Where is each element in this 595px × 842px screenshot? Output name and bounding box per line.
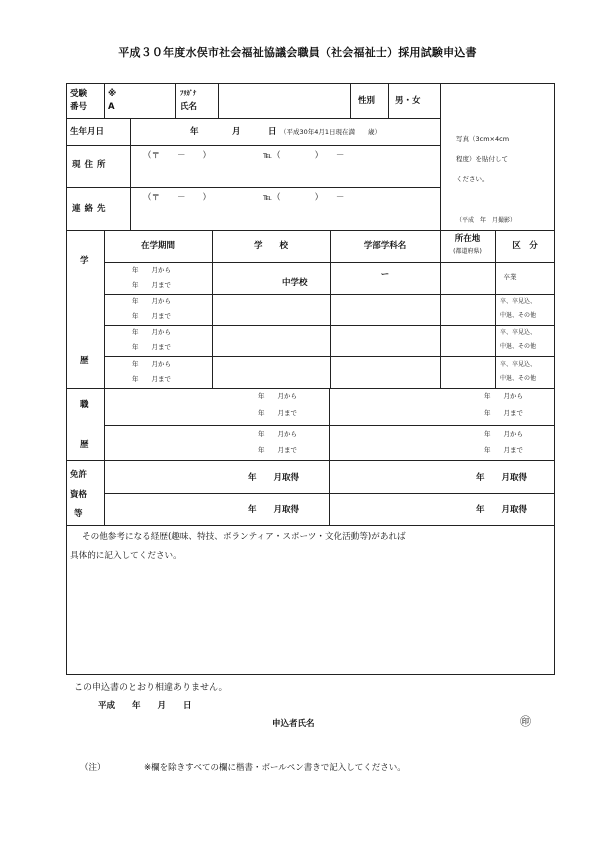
photo-instruction-2: 程度）を貼付して: [456, 155, 508, 163]
education-side-label-top: 学: [80, 256, 89, 266]
education-side-label-bottom: 歴: [80, 356, 89, 366]
name-field[interactable]: [219, 84, 349, 117]
edu-to: 年 月まで: [132, 312, 171, 320]
birth-day: 日: [268, 127, 277, 137]
edu-category-2: 中退、その他: [500, 343, 537, 350]
header-location-sub: (都道府県): [453, 248, 482, 255]
edu-first-category: 卒業: [503, 273, 517, 281]
address-tel[interactable]: ℡（ ） －: [263, 151, 345, 161]
edu-to: 年 月まで: [132, 343, 171, 351]
work-to-left: 年 月まで: [258, 409, 297, 417]
license-acquired[interactable]: 年 月取得: [248, 505, 300, 515]
confirmation-text: この申込書のとおり相違ありません。: [74, 683, 228, 693]
edu-category-1: 卒、卒見込、: [500, 298, 537, 305]
name-label: 氏名: [180, 102, 198, 112]
exam-number-value: A: [108, 102, 115, 112]
license-label-2: 資格: [70, 490, 88, 500]
address-label: 現住所: [72, 160, 110, 170]
work-to-right: 年 月まで: [484, 409, 523, 417]
birth-year: 年: [190, 127, 199, 137]
birth-month: 月: [232, 127, 241, 137]
header-category: 区 分: [512, 241, 538, 251]
license-acquired[interactable]: 年 月取得: [476, 473, 528, 483]
edu-category-2: 中退、その他: [500, 375, 537, 382]
edu-to: 年 月まで: [132, 375, 171, 383]
edu-first-school: 中学校: [282, 278, 308, 288]
exam-number-label-2: 番号: [70, 102, 88, 112]
contact-postal[interactable]: （〒 － ）: [143, 193, 212, 203]
contact-label: 連絡先: [72, 204, 110, 214]
note-label: （注）: [80, 763, 106, 773]
exam-mark: ※: [108, 89, 117, 99]
edu-to: 年 月まで: [132, 281, 171, 289]
photo-date: （平成 年 月撮影）: [456, 217, 517, 224]
edu-category-1: 卒、卒見込、: [500, 329, 537, 336]
application-date[interactable]: 平成 年 月 日: [98, 701, 192, 711]
edu-category-1: 卒、卒見込、: [500, 361, 537, 368]
license-label-1: 免許: [70, 470, 88, 480]
birth-label: 生年月日: [70, 127, 105, 137]
form-title: 平成３０年度水俣市社会福祉協議会職員（社会福祉士）採用試験申込書: [118, 46, 477, 59]
header-school: 学 校: [253, 241, 288, 251]
note-text: ※欄を除きすべての欄に楷書・ボールペン書きで記入してください。: [144, 763, 406, 773]
address-postal[interactable]: （〒 － ）: [143, 151, 212, 161]
header-period: 在学期間: [140, 241, 175, 251]
edu-first-dept: ー: [380, 270, 390, 280]
edu-category-2: 中退、その他: [500, 312, 537, 319]
exam-number-label: 受験: [70, 89, 88, 99]
edu-from: 年 月から: [132, 328, 171, 336]
license-acquired[interactable]: 年 月取得: [476, 505, 528, 515]
edu-from: 年 月から: [132, 360, 171, 368]
license-acquired[interactable]: 年 月取得: [248, 473, 300, 483]
work-side-label-top: 職: [80, 400, 89, 410]
edu-from: 年 月から: [132, 266, 171, 274]
work-from-left: 年 月から: [258, 430, 297, 438]
work-to-left: 年 月まで: [258, 446, 297, 454]
header-location: 所在地: [454, 234, 481, 244]
seal-mark: ㊞: [520, 715, 531, 728]
work-from-right: 年 月から: [484, 392, 523, 400]
header-department: 学部学科名: [363, 241, 407, 251]
work-to-right: 年 月まで: [484, 446, 523, 454]
gender-label: 性別: [358, 96, 376, 106]
other-instruction-1: その他参考になる経歴(趣味、特技、ボランティア・スポーツ・文化活動等)があれば: [82, 532, 406, 542]
photo-instruction-1: 写真（3cm×4cm: [456, 135, 510, 143]
furigana-label: ﾌﾘｶﾞﾅ: [180, 89, 197, 97]
license-label-3: 等: [74, 509, 83, 519]
edu-from: 年 月から: [132, 297, 171, 305]
gender-options[interactable]: 男・女: [395, 96, 421, 106]
work-from-right: 年 月から: [484, 430, 523, 438]
other-instruction-2: 具体的に記入してください。: [70, 551, 182, 561]
other-experience-field[interactable]: [67, 568, 553, 672]
work-side-label-bottom: 歴: [80, 440, 89, 450]
applicant-name-label: 申込者氏名: [272, 719, 315, 729]
contact-tel[interactable]: ℡（ ） －: [263, 193, 345, 203]
photo-instruction-3: ください。: [456, 175, 489, 183]
work-from-left: 年 月から: [258, 392, 297, 400]
birth-age-note: （平成30年4月1日現在満 歳）: [280, 128, 382, 136]
